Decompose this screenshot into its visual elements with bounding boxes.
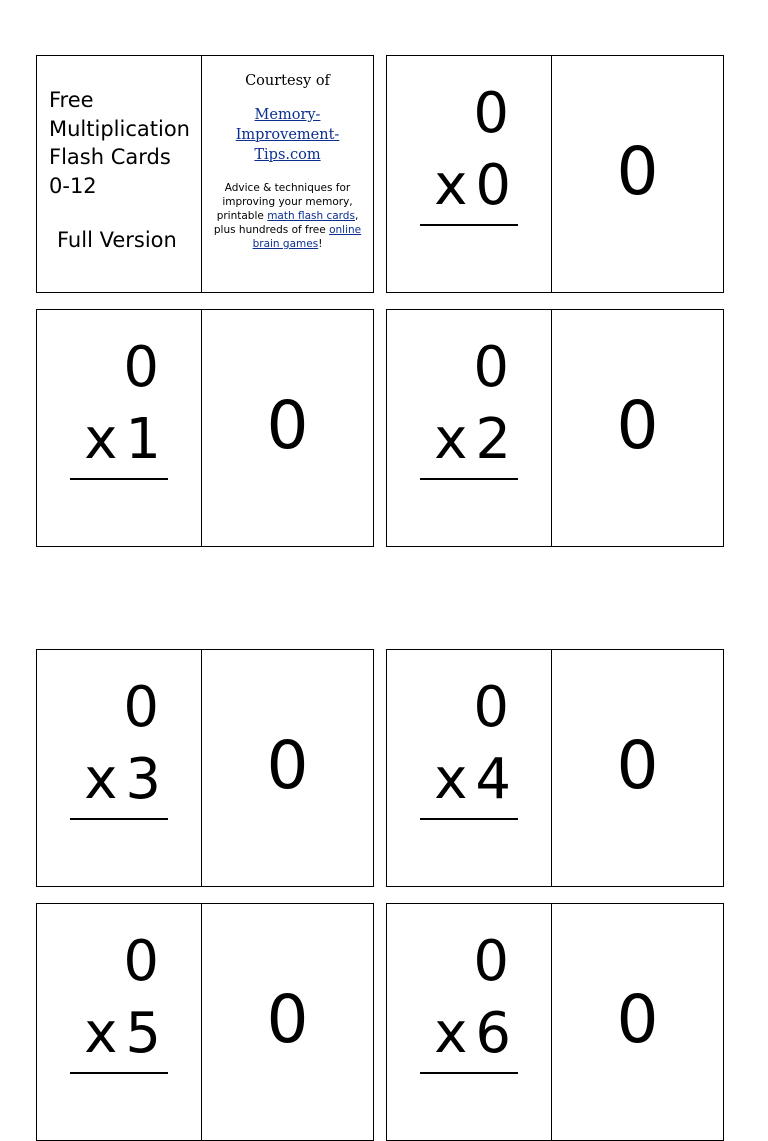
site-link-line: Tips.com (254, 147, 321, 163)
blurb-post: ! (318, 238, 323, 250)
title-card-right (202, 56, 373, 292)
answer-line (420, 478, 518, 480)
answer: 0 (616, 981, 659, 1058)
flash-card (386, 55, 724, 293)
multiplier: 2 (475, 407, 511, 472)
flash-card (386, 903, 724, 1141)
flash-card (36, 649, 374, 887)
top-number: 0 (473, 675, 509, 740)
flash-card (36, 903, 374, 1141)
answer-side (552, 56, 723, 292)
problem-side (387, 310, 552, 546)
problem-side (37, 904, 202, 1140)
answer-side (202, 904, 373, 1140)
answer-line (70, 1072, 168, 1074)
title-line: 0-12 (49, 173, 97, 198)
multiplier: 3 (125, 747, 161, 812)
flash-card (36, 309, 374, 547)
multiply-symbol: x (434, 407, 468, 472)
multiply-symbol: x (434, 153, 468, 218)
multiplier-row (434, 1001, 511, 1066)
answer-line (70, 818, 168, 820)
version-label: Full Version (57, 228, 177, 252)
multiplier-row (434, 407, 511, 472)
problem-side (387, 650, 552, 886)
multiply-symbol: x (84, 747, 118, 812)
answer-side (552, 904, 723, 1140)
answer-side (552, 650, 723, 886)
title-line: Flash Cards (49, 145, 171, 169)
answer-side (202, 650, 373, 886)
title-card-left (37, 56, 202, 292)
courtesy-label: Courtesy of (245, 73, 330, 89)
multiplier-row (84, 1001, 161, 1066)
flash-card (386, 309, 724, 547)
top-number: 0 (123, 929, 159, 994)
multiply-symbol: x (434, 747, 468, 812)
site-link[interactable] (228, 105, 348, 165)
multiplier: 4 (475, 747, 511, 812)
blurb-pre: Advice & techniques for improving your memory, printable (216, 182, 353, 222)
multiplier: 6 (475, 1001, 511, 1066)
multiply-symbol: x (84, 407, 118, 472)
problem-side (37, 650, 202, 886)
answer: 0 (616, 133, 659, 210)
title-line: Free (49, 88, 94, 112)
answer: 0 (266, 727, 309, 804)
problem-side (387, 904, 552, 1140)
multiply-symbol: x (84, 1001, 118, 1066)
answer: 0 (616, 387, 659, 464)
top-number: 0 (123, 675, 159, 740)
multiplier-row (84, 747, 161, 812)
multiplier: 0 (475, 153, 511, 218)
title-card (36, 55, 374, 293)
answer: 0 (616, 727, 659, 804)
multiplier-row (434, 747, 511, 812)
answer-side (552, 310, 723, 546)
multiplier: 5 (125, 1001, 161, 1066)
multiplier-row (84, 407, 161, 472)
answer: 0 (266, 981, 309, 1058)
site-link-line: Memory- (254, 107, 321, 123)
multiply-symbol: x (434, 1001, 468, 1066)
problem-side (387, 56, 552, 292)
online-brain-games-link[interactable]: online brain games (252, 224, 362, 250)
answer-line (70, 478, 168, 480)
blurb-text (202, 181, 373, 251)
site-link-line: Improvement- (235, 127, 340, 143)
top-number: 0 (123, 335, 159, 400)
answer-line (420, 1072, 518, 1074)
multiplier-row (434, 153, 511, 218)
top-number: 0 (473, 929, 509, 994)
title-line: Multiplication (49, 116, 190, 141)
math-flash-cards-link[interactable]: math flash cards (267, 210, 355, 222)
answer: 0 (266, 387, 309, 464)
problem-side (37, 310, 202, 546)
blurb-mid: , plus hundreds of free (213, 210, 359, 236)
answer-side (202, 310, 373, 546)
answer-line (420, 224, 518, 226)
flash-card (386, 649, 724, 887)
multiplier: 1 (125, 407, 161, 472)
top-number: 0 (473, 81, 509, 146)
answer-line (420, 818, 518, 820)
top-number: 0 (473, 335, 509, 400)
